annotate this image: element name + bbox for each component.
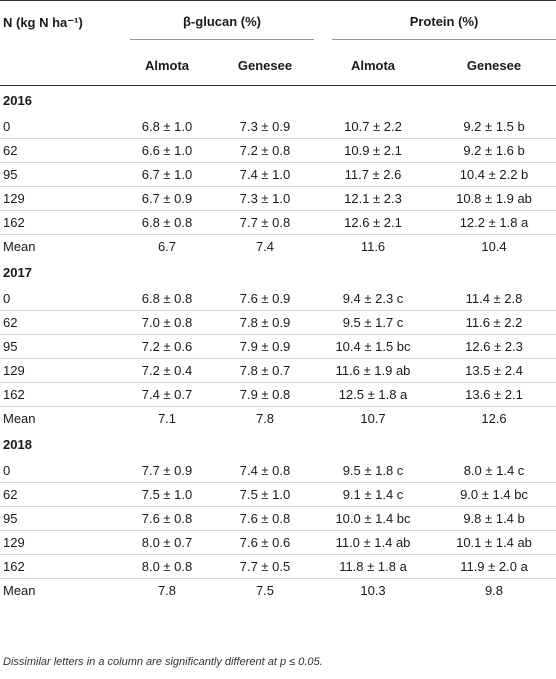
year-row (0, 258, 556, 287)
value-cell: 10.8 ± 1.9 ab (432, 187, 556, 211)
value-cell: 6.8 ± 0.8 (118, 287, 216, 311)
nitrogen-rate-cell: 129 (0, 187, 118, 211)
table-row (0, 211, 556, 235)
protein-label: Protein (%) (409, 14, 479, 29)
value-cell: 7.4 ± 0.8 (216, 459, 314, 483)
genesee-header-2: Genesee (432, 45, 556, 86)
value-cell: 7.8 (157, 583, 177, 598)
value-cell: 11.6 ± 1.9 ab (314, 359, 432, 383)
value-cell: 11.4 ± 2.8 (432, 287, 556, 311)
value-cell: 6.8 ± 1.0 (118, 115, 216, 139)
mean-row (0, 235, 556, 259)
table-body (0, 86, 556, 603)
value-cell: 12.2 ± 1.8 a (432, 211, 556, 235)
value-cell: 13.6 ± 2.1 (432, 383, 556, 407)
table-row (0, 163, 556, 187)
value-cell: 7.2 ± 0.4 (118, 359, 216, 383)
genesee-header-1: Genesee (216, 45, 314, 86)
value-cell: 11.8 ± 1.8 a (314, 555, 432, 579)
value-cell: 7.1 (157, 411, 177, 426)
value-cell: 7.6 ± 0.6 (216, 531, 314, 555)
value-cell: 13.5 ± 2.4 (432, 359, 556, 383)
mean-row (0, 579, 556, 603)
value-cell: 9.5 ± 1.7 c (314, 311, 432, 335)
year-label: 2018 (3, 437, 32, 452)
table-row (0, 459, 556, 483)
value-cell: 10.4 ± 2.2 b (432, 163, 556, 187)
value-cell: 7.7 ± 0.8 (216, 211, 314, 235)
value-cell: 9.4 ± 2.3 c (314, 287, 432, 311)
value-cell: 11.0 ± 1.4 ab (314, 531, 432, 555)
nitrogen-rate-cell: 129 (0, 531, 118, 555)
nitrogen-rate-cell: Mean (3, 583, 36, 598)
value-cell: 6.6 ± 1.0 (118, 139, 216, 163)
table-row (0, 335, 556, 359)
value-cell: 12.6 (481, 411, 507, 426)
mean-row (0, 407, 556, 431)
value-cell: 11.6 (360, 239, 386, 254)
table-row (0, 287, 556, 311)
value-cell: 7.6 ± 0.8 (216, 507, 314, 531)
value-cell: 7.2 ± 0.6 (118, 335, 216, 359)
year-label: 2017 (3, 265, 32, 280)
value-cell: 12.6 ± 2.1 (314, 211, 432, 235)
value-cell: 7.7 ± 0.9 (118, 459, 216, 483)
value-cell: 6.7 (157, 239, 177, 254)
value-cell: 11.7 ± 2.6 (314, 163, 432, 187)
value-cell: 7.0 ± 0.8 (118, 311, 216, 335)
almota-header-2: Almota (314, 45, 432, 86)
nitrogen-rate-cell: 62 (0, 139, 118, 163)
value-cell: 7.2 ± 0.8 (216, 139, 314, 163)
footnote: Dissimilar letters in a column are significantly different at p ≤ 0.05. (3, 656, 323, 668)
nitrogen-rate-cell: 0 (0, 115, 118, 139)
header-row-top (0, 1, 556, 46)
value-cell: 7.5 ± 1.0 (118, 483, 216, 507)
value-cell: 7.4 (255, 239, 275, 254)
value-cell: 6.8 ± 0.8 (118, 211, 216, 235)
value-cell: 9.8 (484, 583, 504, 598)
table-row (0, 311, 556, 335)
value-cell: 7.6 ± 0.9 (216, 287, 314, 311)
beta-glucan-label: β-glucan (%) (183, 14, 261, 29)
nitrogen-rate-cell: 162 (0, 555, 118, 579)
value-cell: 6.7 ± 0.9 (118, 187, 216, 211)
table-row (0, 383, 556, 407)
value-cell: 9.2 ± 1.6 b (432, 139, 556, 163)
value-cell: 7.5 (255, 583, 275, 598)
beta-glucan-header (118, 1, 314, 46)
year-label: 2016 (3, 93, 32, 108)
value-cell: 7.3 ± 0.9 (216, 115, 314, 139)
value-cell: 12.1 ± 2.3 (314, 187, 432, 211)
nitrogen-rate-cell: 62 (0, 483, 118, 507)
nitrogen-rate-cell: 162 (0, 211, 118, 235)
value-cell: 10.3 (360, 583, 386, 598)
value-cell: 10.7 ± 2.2 (314, 115, 432, 139)
value-cell: 8.0 ± 1.4 c (432, 459, 556, 483)
value-cell: 6.7 ± 1.0 (118, 163, 216, 187)
nitrogen-rate-cell: 95 (0, 507, 118, 531)
value-cell: 10.7 (360, 411, 386, 426)
value-cell: 7.4 ± 0.7 (118, 383, 216, 407)
value-cell: 11.6 ± 2.2 (432, 311, 556, 335)
value-cell: 7.9 ± 0.8 (216, 383, 314, 407)
value-cell: 12.6 ± 2.3 (432, 335, 556, 359)
value-cell: 9.1 ± 1.4 c (314, 483, 432, 507)
table-row (0, 139, 556, 163)
nitrogen-rate-cell: 95 (0, 163, 118, 187)
value-cell: 7.8 ± 0.9 (216, 311, 314, 335)
value-cell: 7.4 ± 1.0 (216, 163, 314, 187)
nitrogen-rate-cell: 95 (0, 335, 118, 359)
value-cell: 9.0 ± 1.4 bc (432, 483, 556, 507)
value-cell: 9.8 ± 1.4 b (432, 507, 556, 531)
almota-header-1: Almota (118, 45, 216, 86)
value-cell: 11.9 ± 2.0 a (432, 555, 556, 579)
value-cell: 8.0 ± 0.8 (118, 555, 216, 579)
table-row (0, 555, 556, 579)
value-cell: 7.6 ± 0.8 (118, 507, 216, 531)
table-row (0, 359, 556, 383)
nitrogen-rate-cell: Mean (3, 411, 36, 426)
year-row (0, 430, 556, 459)
protein-header (314, 1, 556, 46)
nitrogen-rate-cell: 62 (0, 311, 118, 335)
value-cell: 8.0 ± 0.7 (118, 531, 216, 555)
value-cell: 7.5 ± 1.0 (216, 483, 314, 507)
value-cell: 10.0 ± 1.4 bc (314, 507, 432, 531)
nitrogen-rate-cell: 129 (0, 359, 118, 383)
nitrogen-rate-cell: 162 (0, 383, 118, 407)
value-cell: 7.8 (255, 411, 275, 426)
nitrogen-rate-header: N (kg N ha⁻¹) (0, 1, 118, 86)
table-row (0, 483, 556, 507)
table-row (0, 115, 556, 139)
nitrogen-rate-cell: Mean (3, 239, 36, 254)
year-row (0, 86, 556, 116)
value-cell: 7.7 ± 0.5 (216, 555, 314, 579)
value-cell: 7.8 ± 0.7 (216, 359, 314, 383)
table-row (0, 507, 556, 531)
value-cell: 9.2 ± 1.5 b (432, 115, 556, 139)
nitrogen-rate-cell: 0 (0, 287, 118, 311)
value-cell: 12.5 ± 1.8 a (314, 383, 432, 407)
value-cell: 10.4 (481, 239, 507, 254)
value-cell: 10.9 ± 2.1 (314, 139, 432, 163)
table-row (0, 531, 556, 555)
value-cell: 7.3 ± 1.0 (216, 187, 314, 211)
nitrogen-rate-cell: 0 (0, 459, 118, 483)
value-cell: 9.5 ± 1.8 c (314, 459, 432, 483)
table-row (0, 187, 556, 211)
value-cell: 10.4 ± 1.5 bc (314, 335, 432, 359)
value-cell: 10.1 ± 1.4 ab (432, 531, 556, 555)
value-cell: 7.9 ± 0.9 (216, 335, 314, 359)
